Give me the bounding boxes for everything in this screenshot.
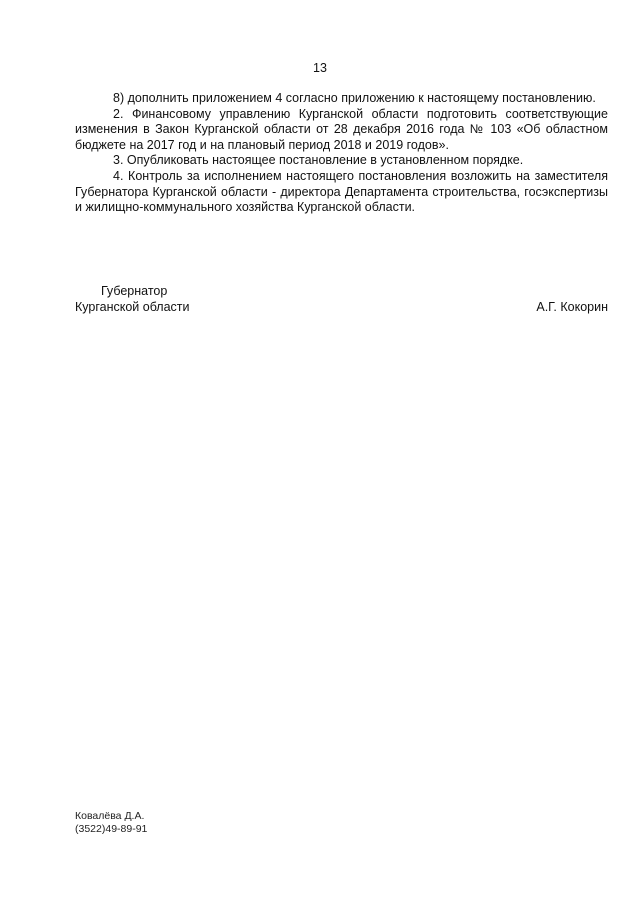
- executor-name: Ковалёва Д.А.: [75, 810, 145, 822]
- signer-title-line2: Курганской области: [75, 299, 190, 314]
- signature-block: [75, 284, 608, 315]
- signer-title-line1: Губернатор: [101, 284, 168, 298]
- signer-name: А.Г. Кокорин: [536, 300, 608, 314]
- paragraph-publish: 3. Опубликовать настоящее постановление в установленном порядке.: [113, 153, 524, 168]
- paragraph-control: 4. Контроль за исполнением настоящего постановления возложить на заместителя Губернатора Курганской области - директора Департамента строительства, госэкспертизы и жилищно-коммунального хозяйства Курганской области.: [75, 168, 608, 215]
- executor-footer: [75, 810, 147, 836]
- document-body: [75, 91, 608, 216]
- paragraph-finance-department: 2. Финансовому управлению Курганской области подготовить соответствующие изменения в Закон Курганской области от 28 декабря 2016 года № 103 «Об областном бюджете на 2017 год и на плановый период 2018 и 2019 годов».: [75, 106, 608, 152]
- page-number: 13: [313, 61, 327, 75]
- executor-phone: (3522)49-89-91: [75, 823, 148, 835]
- paragraph-item-8: 8) дополнить приложением 4 согласно приложению к настоящему постановлению.: [113, 91, 596, 105]
